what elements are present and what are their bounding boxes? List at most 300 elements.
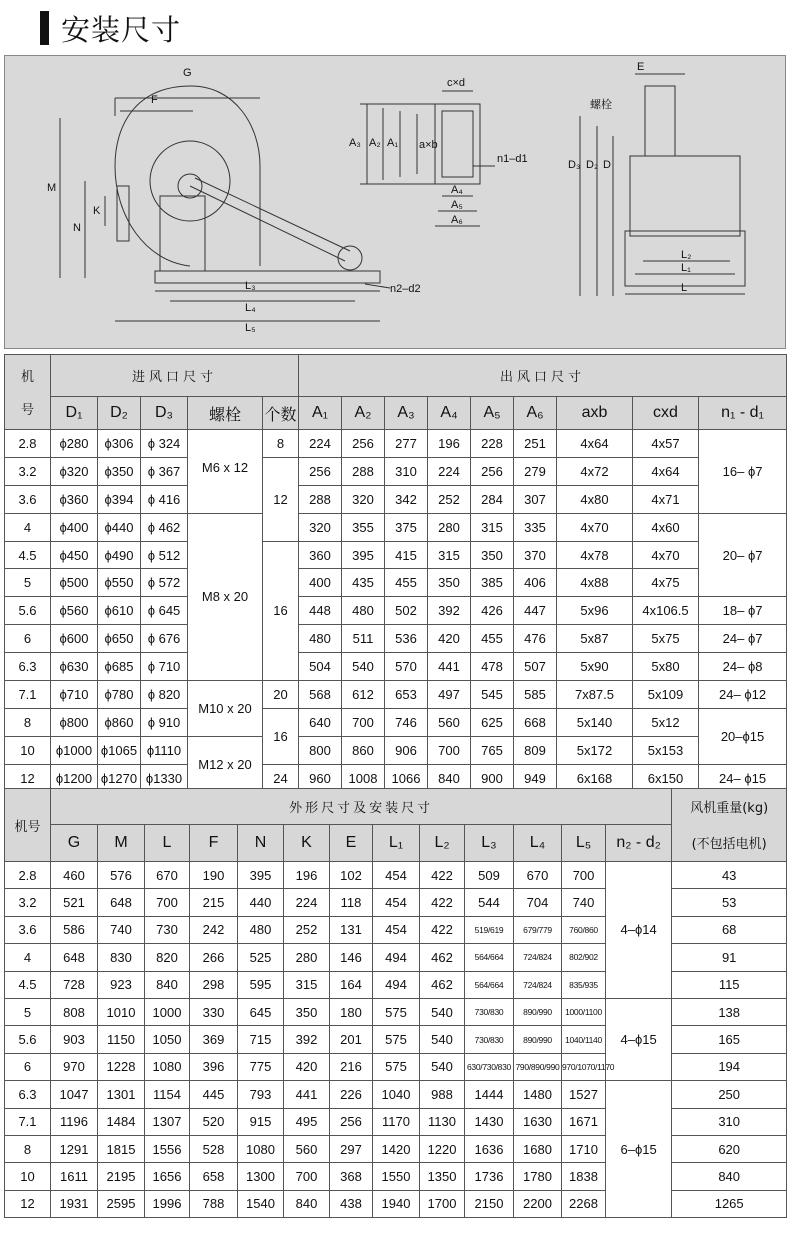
cell-outlet: 4x75 <box>633 569 699 597</box>
cell-dim: 422 <box>420 889 465 916</box>
col-header: A₄ <box>428 397 471 430</box>
label-m: M <box>47 182 57 194</box>
cell-weight: 250 <box>672 1081 787 1108</box>
cell-inlet-d: ϕ550 <box>98 569 141 597</box>
cell-outlet: 256 <box>299 457 342 485</box>
cell-weight: 43 <box>672 862 787 889</box>
label-n2d2: n2–d2 <box>390 283 421 295</box>
cell-model: 7.1 <box>5 681 51 709</box>
cell-bolt: M6 x 12 <box>188 430 263 514</box>
table-row <box>5 862 787 889</box>
cell-outlet: 668 <box>514 708 557 736</box>
cell-dim: 519/619 <box>465 916 514 943</box>
cell-outlet: 342 <box>385 485 428 513</box>
cell-dim: 1150 <box>98 1026 145 1053</box>
cell-inlet-d: ϕ280 <box>51 430 98 458</box>
cell-outlet: 746 <box>385 708 428 736</box>
cell-dim: 368 <box>330 1163 373 1190</box>
cell-dim: 454 <box>373 862 420 889</box>
cell-dim: 330 <box>190 998 238 1025</box>
cell-dim: 131 <box>330 916 373 943</box>
cell-dim: 1220 <box>420 1135 465 1162</box>
cell-outlet: 585 <box>514 681 557 709</box>
cell-model: 3.6 <box>5 485 51 513</box>
cell-inlet-d: ϕ350 <box>98 457 141 485</box>
cell-dim: 495 <box>284 1108 330 1135</box>
cell-dim: 700 <box>284 1163 330 1190</box>
cell-dim: 575 <box>373 1053 420 1080</box>
cell-outlet: 360 <box>299 541 342 569</box>
cell-outlet: 7x87.5 <box>557 681 633 709</box>
cell-dim: 730 <box>145 916 190 943</box>
col-header-2: L₄ <box>514 825 562 862</box>
cell-dim: 540 <box>420 1053 465 1080</box>
cell-dim: 724/824 <box>514 944 562 971</box>
cell-outlet: 277 <box>385 430 428 458</box>
col-header: A₅ <box>471 397 514 430</box>
cell-outlet: 5x172 <box>557 736 633 764</box>
cell-dim: 564/664 <box>465 971 514 998</box>
cell-dim: 728 <box>51 971 98 998</box>
cell-dim: 715 <box>238 1026 284 1053</box>
cell-dim: 224 <box>284 889 330 916</box>
cell-dim: 298 <box>190 971 238 998</box>
cell-dim: 494 <box>373 971 420 998</box>
cell-outlet: 504 <box>299 653 342 681</box>
cell-dim: 970 <box>51 1053 98 1080</box>
cell-inlet-d: ϕ780 <box>98 681 141 709</box>
cell-dim: 521 <box>51 889 98 916</box>
cell-dim: 1010 <box>98 998 145 1025</box>
cell-outlet: 447 <box>514 597 557 625</box>
label-a6: A₆ <box>451 214 463 226</box>
cell-outlet: 480 <box>299 625 342 653</box>
cell-outlet: 478 <box>471 653 514 681</box>
cell-outlet: 420 <box>428 625 471 653</box>
cell-dim: 1350 <box>420 1163 465 1190</box>
cell-outlet: 560 <box>428 708 471 736</box>
cell-outlet: 4x80 <box>557 485 633 513</box>
cell-outlet: 448 <box>299 597 342 625</box>
cell-dim: 790/890/990 <box>514 1053 562 1080</box>
cell-dim: 528 <box>190 1135 238 1162</box>
cell-dim: 740 <box>562 889 606 916</box>
cell-dim: 525 <box>238 944 284 971</box>
cell-dim: 595 <box>238 971 284 998</box>
cell-outlet: 960 <box>299 764 342 792</box>
cell-dim: 1307 <box>145 1108 190 1135</box>
table-row <box>5 430 787 458</box>
cell-outlet: 536 <box>385 625 428 653</box>
cell-outlet: 625 <box>471 708 514 736</box>
cell-outlet: 228 <box>471 430 514 458</box>
cell-dim: 2268 <box>562 1190 606 1217</box>
cell-dim: 1671 <box>562 1108 606 1135</box>
col-header: 个数 <box>263 397 299 430</box>
cell-weight: 310 <box>672 1108 787 1135</box>
cell-outlet: 5x153 <box>633 736 699 764</box>
cell-dim: 509 <box>465 862 514 889</box>
cell-model: 4 <box>5 513 51 541</box>
cell-dim: 1736 <box>465 1163 514 1190</box>
cell-outlet: 392 <box>428 597 471 625</box>
cell-inlet-d: ϕ490 <box>98 541 141 569</box>
cell-dim: 658 <box>190 1163 238 1190</box>
cell-outlet: 800 <box>299 736 342 764</box>
col-header-2: L₅ <box>562 825 606 862</box>
col-jihao <box>5 355 51 430</box>
fan-casing-outline <box>115 86 191 266</box>
cell-dim: 648 <box>51 944 98 971</box>
cell-outlet: 224 <box>428 457 471 485</box>
cell-dim: 575 <box>373 998 420 1025</box>
cell-dim: 252 <box>284 916 330 943</box>
cell-outlet: 375 <box>385 513 428 541</box>
header-bar-marker <box>40 11 49 45</box>
cell-inlet-d: ϕ600 <box>51 625 98 653</box>
cell-dim: 575 <box>373 1026 420 1053</box>
cell-n2d2: 4–ϕ15 <box>606 998 672 1080</box>
cell-inlet-d: ϕ1000 <box>51 736 98 764</box>
cell-model: 8 <box>5 708 51 736</box>
cell-outlet: 612 <box>342 681 385 709</box>
cell-dim: 2150 <box>465 1190 514 1217</box>
cell-outlet: 441 <box>428 653 471 681</box>
cell-inlet-d: ϕ394 <box>98 485 141 513</box>
cell-inlet-d: ϕ 676 <box>141 625 188 653</box>
cell-dim: 1636 <box>465 1135 514 1162</box>
cell-dim: 1301 <box>98 1081 145 1108</box>
cell-outlet: 455 <box>385 569 428 597</box>
cell-inlet-d: ϕ 512 <box>141 541 188 569</box>
col-jihao-2: 机号 <box>5 789 51 862</box>
cell-outlet: 570 <box>385 653 428 681</box>
cell-outlet: 196 <box>428 430 471 458</box>
cell-n2d2: 4–ϕ14 <box>606 862 672 999</box>
cell-outlet: 860 <box>342 736 385 764</box>
cell-weight: 620 <box>672 1135 787 1162</box>
cell-outlet: 370 <box>514 541 557 569</box>
cell-dim: 793 <box>238 1081 284 1108</box>
cell-dim: 700 <box>562 862 606 889</box>
cell-dim: 564/664 <box>465 944 514 971</box>
cell-weight: 194 <box>672 1053 787 1080</box>
cell-inlet-d: ϕ650 <box>98 625 141 653</box>
label-a3: A₃ <box>349 137 361 149</box>
label-k: K <box>93 205 101 217</box>
col-header: D₂ <box>98 397 141 430</box>
cell-dim: 1154 <box>145 1081 190 1108</box>
cell-inlet-d: ϕ1065 <box>98 736 141 764</box>
col-header-2: L₁ <box>373 825 420 862</box>
cell-dim: 1815 <box>98 1135 145 1162</box>
cell-dim: 645 <box>238 998 284 1025</box>
table-row <box>5 1081 787 1108</box>
cell-outlet: 400 <box>299 569 342 597</box>
cell-n1d1: 24– ϕ7 <box>699 625 787 653</box>
cell-dim: 704 <box>514 889 562 916</box>
cell-dim: 146 <box>330 944 373 971</box>
cell-model: 5.6 <box>5 597 51 625</box>
cell-dim: 1680 <box>514 1135 562 1162</box>
cell-dim: 540 <box>420 1026 465 1053</box>
label-l5: L₅ <box>245 322 256 334</box>
cell-dim: 315 <box>284 971 330 998</box>
cell-inlet-d: ϕ800 <box>51 708 98 736</box>
cell-n1d1: 24– ϕ8 <box>699 653 787 681</box>
cell-inlet-d: ϕ500 <box>51 569 98 597</box>
cell-model: 2.8 <box>5 430 51 458</box>
cell-dim: 740 <box>98 916 145 943</box>
cell-dim: 396 <box>190 1053 238 1080</box>
cell-outlet: 5x12 <box>633 708 699 736</box>
cell-inlet-d: ϕ450 <box>51 541 98 569</box>
cell-n1d1: 20– ϕ7 <box>699 513 787 597</box>
cell-inlet-d: ϕ 462 <box>141 513 188 541</box>
cell-dim: 350 <box>284 998 330 1025</box>
cell-dim: 544 <box>465 889 514 916</box>
cell-inlet-d: ϕ630 <box>51 653 98 681</box>
cell-dim: 215 <box>190 889 238 916</box>
col-header-2: G <box>51 825 98 862</box>
cell-dim: 1300 <box>238 1163 284 1190</box>
label-d2: D₂ <box>586 159 599 171</box>
cell-outlet: 568 <box>299 681 342 709</box>
label-g: G <box>183 67 192 79</box>
cell-dim: 540 <box>420 998 465 1025</box>
cell-dim: 1480 <box>514 1081 562 1108</box>
col-header: A₆ <box>514 397 557 430</box>
cell-model: 6 <box>5 1053 51 1080</box>
cell-dim: 1130 <box>420 1108 465 1135</box>
col-header: cxd <box>633 397 699 430</box>
cell-dim: 1000/1100 <box>562 998 606 1025</box>
cell-inlet-d: ϕ400 <box>51 513 98 541</box>
cell-bolt: M8 x 20 <box>188 513 263 680</box>
cell-outlet: 315 <box>471 513 514 541</box>
cell-n2d2: 6–ϕ15 <box>606 1081 672 1218</box>
cell-model: 6.3 <box>5 1081 51 1108</box>
cell-dim: 1444 <box>465 1081 514 1108</box>
col-header-2: L <box>145 825 190 862</box>
cell-dim: 520 <box>190 1108 238 1135</box>
cell-inlet-d: ϕ1270 <box>98 764 141 792</box>
label-bolt: 螺栓 <box>590 99 612 111</box>
cell-inlet-d: ϕ360 <box>51 485 98 513</box>
cell-outlet: 4x57 <box>633 430 699 458</box>
cell-n1d1: 24– ϕ15 <box>699 764 787 792</box>
cell-dim: 1780 <box>514 1163 562 1190</box>
cell-outlet: 395 <box>342 541 385 569</box>
cell-outlet: 809 <box>514 736 557 764</box>
cell-inlet-d: ϕ 416 <box>141 485 188 513</box>
cell-outlet: 426 <box>471 597 514 625</box>
cell-dim: 830 <box>98 944 145 971</box>
label-f: F <box>151 94 158 106</box>
cell-outlet: 1008 <box>342 764 385 792</box>
table-row <box>5 457 787 485</box>
label-axb: a×b <box>419 139 438 151</box>
cell-dim: 196 <box>284 862 330 889</box>
cell-dim: 420 <box>284 1053 330 1080</box>
cell-model: 7.1 <box>5 1108 51 1135</box>
cell-outlet: 545 <box>471 681 514 709</box>
cell-dim: 820 <box>145 944 190 971</box>
cell-dim: 2195 <box>98 1163 145 1190</box>
fan-front-body <box>630 156 740 236</box>
cell-outlet: 355 <box>342 513 385 541</box>
label-l3: L₃ <box>245 280 256 292</box>
cell-model: 2.8 <box>5 862 51 889</box>
table-row <box>5 569 787 597</box>
cell-dim: 670 <box>514 862 562 889</box>
cell-dim: 1080 <box>238 1135 284 1162</box>
cell-model: 12 <box>5 764 51 792</box>
label-n: N <box>73 222 81 234</box>
section-header <box>40 8 181 48</box>
cell-weight: 68 <box>672 916 787 943</box>
cell-outlet: 511 <box>342 625 385 653</box>
cell-outlet: 350 <box>471 541 514 569</box>
cell-dim: 462 <box>420 971 465 998</box>
cell-weight: 53 <box>672 889 787 916</box>
cell-dim: 216 <box>330 1053 373 1080</box>
cell-outlet: 4x64 <box>633 457 699 485</box>
cell-dim: 775 <box>238 1053 284 1080</box>
cell-outlet: 435 <box>342 569 385 597</box>
cell-dim: 1040/1140 <box>562 1026 606 1053</box>
cell-dim: 440 <box>238 889 284 916</box>
cell-inlet-d: ϕ1110 <box>141 736 188 764</box>
cell-outlet: 5x140 <box>557 708 633 736</box>
cell-inlet-d: ϕ 710 <box>141 653 188 681</box>
cell-dim: 395 <box>238 862 284 889</box>
cell-outlet: 280 <box>428 513 471 541</box>
label-l4: L₄ <box>245 302 256 314</box>
cell-dim: 392 <box>284 1026 330 1053</box>
cell-dim: 1420 <box>373 1135 420 1162</box>
label-l: L <box>681 282 688 294</box>
cell-outlet: 4x70 <box>633 541 699 569</box>
cell-dim: 1000 <box>145 998 190 1025</box>
cell-outlet: 476 <box>514 625 557 653</box>
cell-dim: 923 <box>98 971 145 998</box>
cell-dim: 724/824 <box>514 971 562 998</box>
cell-dim: 835/935 <box>562 971 606 998</box>
cell-dim: 480 <box>238 916 284 943</box>
cell-outlet: 5x109 <box>633 681 699 709</box>
cell-dim: 462 <box>420 944 465 971</box>
cell-outlet: 256 <box>471 457 514 485</box>
table-row <box>5 998 787 1025</box>
label-a2: A₂ <box>369 137 381 149</box>
cell-bolt: M10 x 20 <box>188 681 263 737</box>
col-header: A₂ <box>342 397 385 430</box>
cell-model: 10 <box>5 736 51 764</box>
cell-inlet-d: ϕ610 <box>98 597 141 625</box>
cell-dim: 494 <box>373 944 420 971</box>
cell-dim: 1170 <box>373 1108 420 1135</box>
cell-outlet: 256 <box>342 430 385 458</box>
cell-outlet: 288 <box>342 457 385 485</box>
cell-dim: 648 <box>98 889 145 916</box>
cell-outlet: 949 <box>514 764 557 792</box>
cell-model: 10 <box>5 1163 51 1190</box>
cell-dim: 679/779 <box>514 916 562 943</box>
label-l1: L₁ <box>681 262 691 274</box>
col-header: A₁ <box>299 397 342 430</box>
cell-outlet: 279 <box>514 457 557 485</box>
cell-dim: 586 <box>51 916 98 943</box>
cell-weight: 1265 <box>672 1190 787 1217</box>
cell-outlet: 315 <box>428 541 471 569</box>
cell-n1d1: 24– ϕ12 <box>699 681 787 709</box>
cell-n1d1: 20–ϕ15 <box>699 708 787 764</box>
col-jihao-line2: 号 <box>20 403 34 418</box>
cell-inlet-d: ϕ560 <box>51 597 98 625</box>
cell-dim: 2595 <box>98 1190 145 1217</box>
cell-dim: 560 <box>284 1135 330 1162</box>
cell-count: 20 <box>263 681 299 709</box>
cell-bolt: M12 x 20 <box>188 736 263 792</box>
cell-dim: 2200 <box>514 1190 562 1217</box>
cell-dim: 840 <box>284 1190 330 1217</box>
dimensions-header: 外形尺寸及安装尺寸 <box>51 789 672 825</box>
cell-dim: 1430 <box>465 1108 514 1135</box>
cell-outlet: 4x70 <box>557 513 633 541</box>
cell-outlet: 4x72 <box>557 457 633 485</box>
cell-inlet-d: ϕ306 <box>98 430 141 458</box>
cell-model: 5.6 <box>5 1026 51 1053</box>
cell-dim: 890/990 <box>514 1026 562 1053</box>
cell-model: 8 <box>5 1135 51 1162</box>
cell-model: 4.5 <box>5 541 51 569</box>
cell-model: 3.6 <box>5 916 51 943</box>
cell-n1d1: 16– ϕ7 <box>699 430 787 514</box>
cell-dim: 226 <box>330 1081 373 1108</box>
cell-inlet-d: ϕ 820 <box>141 681 188 709</box>
label-a1: A₁ <box>387 137 399 149</box>
cell-dim: 788 <box>190 1190 238 1217</box>
cell-inlet-d: ϕ 572 <box>141 569 188 597</box>
cell-outlet: 310 <box>385 457 428 485</box>
cell-dim: 180 <box>330 998 373 1025</box>
cell-dim: 1611 <box>51 1163 98 1190</box>
cell-inlet-d: ϕ 645 <box>141 597 188 625</box>
cell-outlet: 4x60 <box>633 513 699 541</box>
cell-dim: 422 <box>420 862 465 889</box>
cell-dim: 1040 <box>373 1081 420 1108</box>
cell-dim: 1656 <box>145 1163 190 1190</box>
cell-outlet: 251 <box>514 430 557 458</box>
cell-outlet: 4x71 <box>633 485 699 513</box>
cell-model: 6.3 <box>5 653 51 681</box>
cell-outlet: 5x96 <box>557 597 633 625</box>
cell-count: 8 <box>263 430 299 458</box>
table-row <box>5 681 787 709</box>
table-row <box>5 736 787 764</box>
cell-outlet: 224 <box>299 430 342 458</box>
col-header: D₃ <box>141 397 188 430</box>
cell-model: 6 <box>5 625 51 653</box>
cell-weight: 840 <box>672 1163 787 1190</box>
cell-outlet: 335 <box>514 513 557 541</box>
cell-outlet: 4x88 <box>557 569 633 597</box>
cell-outlet: 540 <box>342 653 385 681</box>
table-row <box>5 708 787 736</box>
cell-model: 3.2 <box>5 457 51 485</box>
cell-inlet-d: ϕ1200 <box>51 764 98 792</box>
